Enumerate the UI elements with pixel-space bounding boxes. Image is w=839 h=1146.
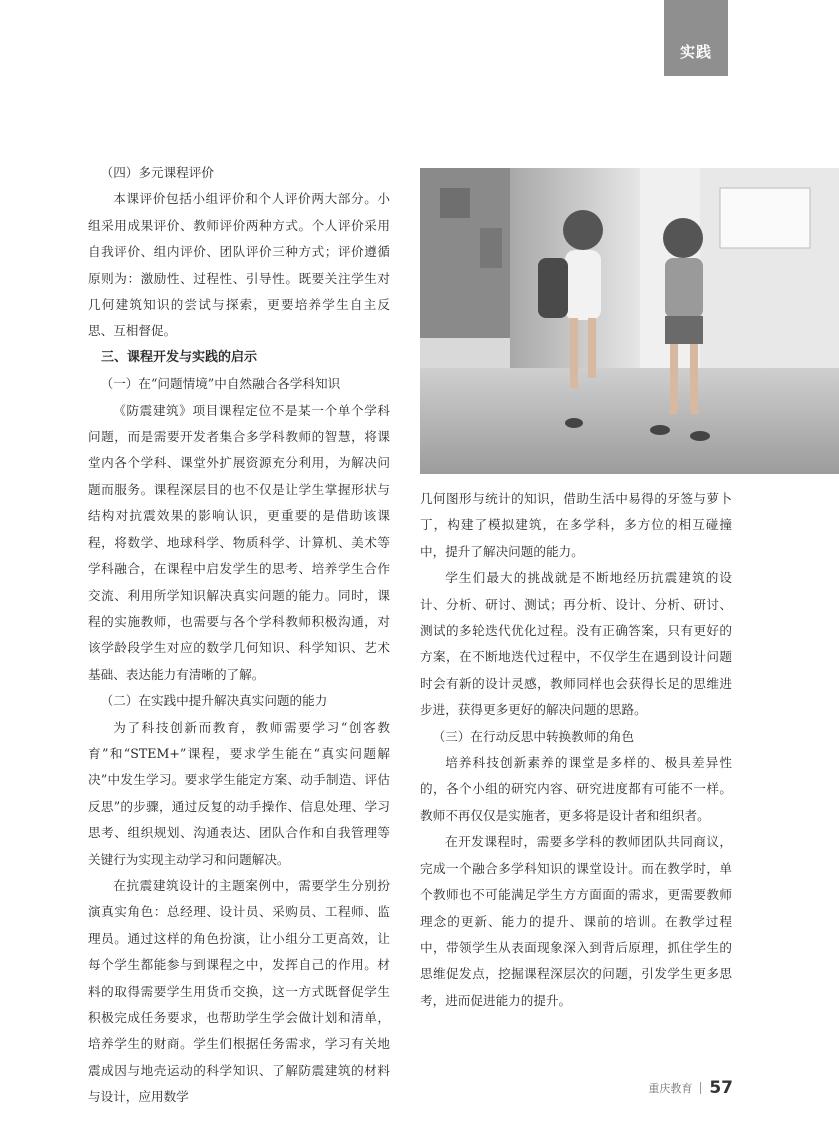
paragraph: 在抗震建筑设计的主题案例中，需要学生分别扮演真实角色：总经理、设计员、采购员、工程师、监理员。通过这样的角色扮演，让小组分工更高效，让每个学生都能参与到课程之中，发挥自己的作用。材料的取得需要学生用货币交换，这一方式既督促学生积极完成任务要求，也帮助学生学会做计划和清单，培养学生的财商。学生们根据任务需求，学习有关地震成因与地壳运动的科学知识、了解防震建筑的材料与设计，应用数学 — [88, 877, 390, 1105]
section-tag: 实践 — [664, 0, 728, 76]
paragraph: 几何图形与统计的知识，借助生活中易得的牙签与萝卜丁，构建了模拟建筑，在多学科，多方位的相互碰撞中，提升了解决问题的能力。 — [420, 491, 732, 559]
heading-subsection-1: （一）在“问题情境”中自然融合各学科知识 — [100, 376, 341, 392]
heading-section-3: 三、课程开发与实践的启示 — [101, 349, 258, 365]
children-running-photo — [420, 168, 839, 474]
paragraph: 为了科技创新而教育，教师需要学习“创客教育”和“STEM+”课程，要求学生能在“真实问题解决”中发生学习。要求学生能定方案、动手制造、评估反思”的步骤，通过反复的动手操作、信息处理、学习思考、组织规划、沟通表达、团队合作和自我管理等关键行为实现主动学习和问题解决。 — [88, 719, 390, 867]
footer-divider — [700, 1082, 701, 1094]
left-column — [88, 160, 390, 1111]
heading-subsection-3: （三）在行动反思中转换教师的角色 — [432, 728, 635, 744]
right-column — [420, 486, 732, 1014]
paragraph: 在开发课程时，需要多学科的教师团队共同商议，完成一个融合多学科知识的课堂设计。而在教学时，单个教师也不可能满足学生方方面面的需求，更需要教师理念的更新、能力的提升、课前的培训。在教学过程中，带领学生从表面现象深入到背后原理，抓住学生的思维促发点，挖掘课程深层次的问题，引发学生更多思考，进而促进能力的提升。 — [420, 834, 732, 1008]
publication-name: 重庆教育 — [648, 1082, 693, 1095]
page-number: 57 — [709, 1078, 733, 1098]
heading-evaluation: （四）多元课程评价 — [100, 165, 214, 180]
paragraph: 培养科技创新素养的课堂是多样的、极具差异性的，各个小组的研究内容、研究进度都有可能不一样。教师不再仅仅是实施者，更多将是设计者和组织者。 — [420, 755, 732, 823]
heading-subsection-2: （二）在实践中提升解决真实问题的能力 — [100, 693, 328, 709]
paragraph: 本课评价包括小组评价和个人评价两大部分。小组采用成果评价、教师评价两种方式。个人评价采用自我评价、组内评价、团队评价三种方式；评价遵循原则为：激励性、过程性、引导性。既要关注学生对几何建筑知识的尝试与探索，更要培养学生自主反思、互相督促。 — [88, 191, 390, 339]
paragraph: 《防震建筑》项目课程定位不是某一个单个学科问题，而是需要开发者集合多学科教师的智慧，将课堂内各个学科、课堂外扩展资源充分利用，为解决问题而服务。课程深层目的也不仅是让学生掌握形状与结构对抗震效果的影响认识，更重要的是借助该课程，将数学、地球科学、物质科学、计算机、美术等学科融合，在课程中启发学生的思考、培养学生合作交流、利用所学知识解决真实问题的能力。同时，课程的实施教师，也需要与各个学科教师积极沟通，对该学龄段学生对应的数学几何知识、科学知识、艺术基础、表达能力有清晰的了解。 — [88, 402, 390, 682]
paragraph: 学生们最大的挑战就是不断地经历抗震建筑的设计、分析、研讨、测试；再分析、设计、分析、研讨、测试的多轮迭代优化过程。没有正确答案，只有更好的方案，在不断地迭代过程中，不仅学生在遇到设计问题时会有新的设计灵感，教师同样也会获得长足的思维进步进，获得更多更好的解决问题的思路。 — [420, 570, 732, 718]
page-footer — [648, 1078, 733, 1098]
